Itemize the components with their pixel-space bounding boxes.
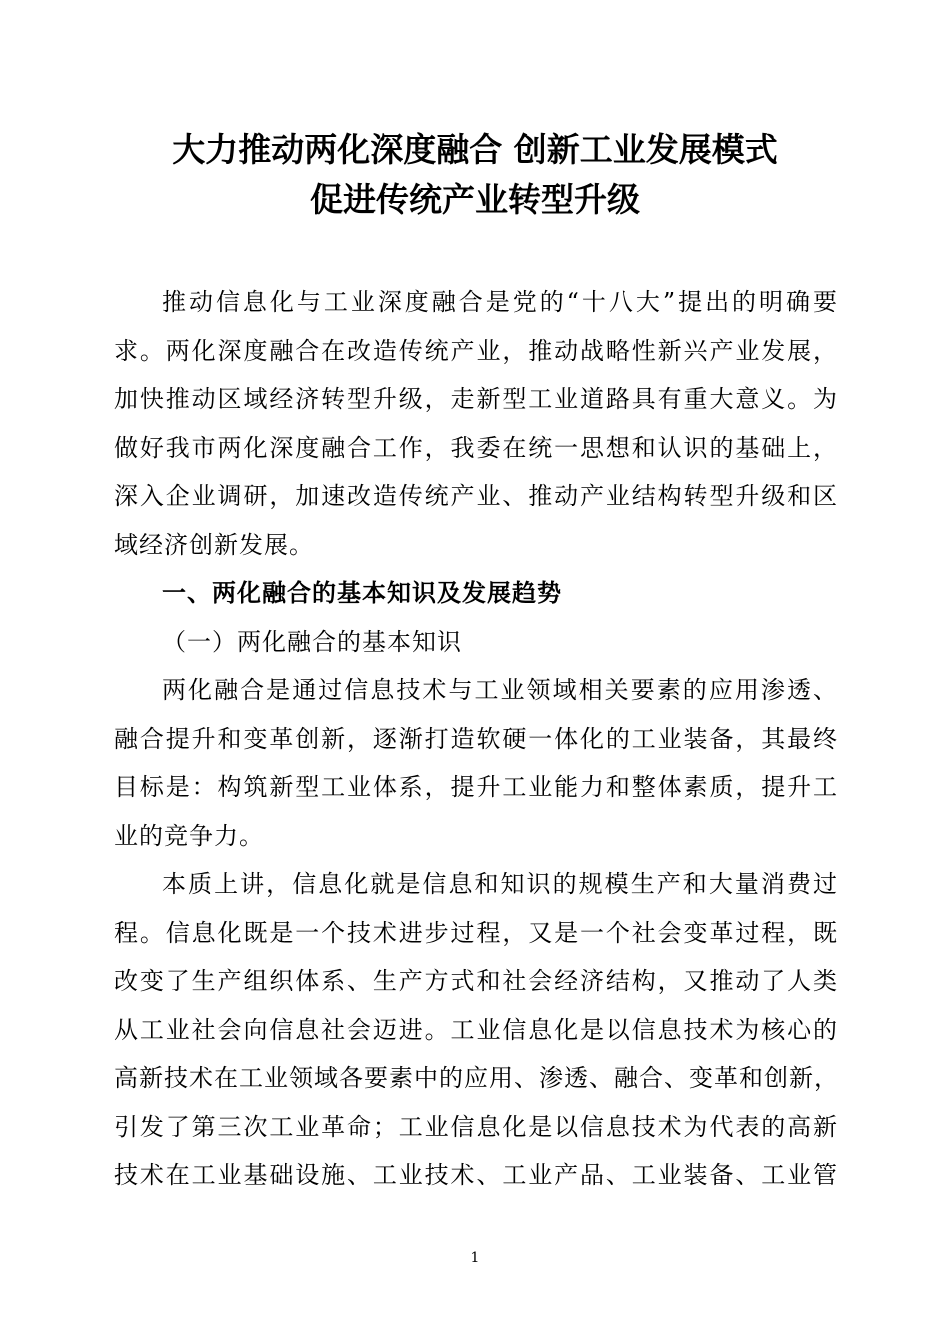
body-line: 域经济创新发展。	[114, 530, 314, 559]
body-line: 加快推动区域经济转型升级，走新型工业道路具有重大意义。为	[114, 385, 838, 413]
body-line: 融合提升和变革创新，逐渐打造软硬一体化的工业装备，其最终	[114, 724, 838, 753]
subsection-heading: （一）两化融合的基本知识	[162, 627, 462, 656]
body-line: 做好我市两化深度融合工作，我委在统一思想和认识的基础上，	[114, 433, 838, 462]
document-title-line-1: 大力推动两化深度融合 创新工业发展模式	[172, 130, 778, 169]
body-line: 推动信息化与工业深度融合是党的“十八大”提出的明确要	[162, 288, 838, 316]
body-line: 高新技术在工业领域各要素中的应用、渗透、融合、变革和创新，	[114, 1064, 839, 1092]
page-number: 1	[470, 1250, 480, 1266]
section-heading: 一、两化融合的基本知识及发展趋势	[162, 579, 562, 607]
body-line: 目标是：构筑新型工业体系，提升工业能力和整体素质，提升工	[114, 773, 838, 801]
body-line: 改变了生产组织体系、生产方式和社会经济结构，又推动了人类	[114, 967, 838, 995]
document-body	[114, 278, 838, 1200]
body-line: 深入企业调研，加速改造传统产业、推动产业结构转型升级和区	[114, 482, 838, 510]
body-line: 引发了第三次工业革命；工业信息化是以信息技术为代表的高新	[114, 1112, 838, 1141]
body-line: 从工业社会向信息社会迈进。工业信息化是以信息技术为核心的	[114, 1015, 838, 1044]
document-title-line-2: 促进传统产业转型升级	[310, 180, 640, 219]
body-line: 两化融合是通过信息技术与工业领域相关要素的应用渗透、	[162, 676, 838, 704]
body-line: 程。信息化既是一个技术进步过程，又是一个社会变革过程，既	[114, 918, 838, 947]
body-line: 本质上讲，信息化就是信息和知识的规模生产和大量消费过	[162, 870, 838, 898]
body-line: 求。两化深度融合在改造传统产业，推动战略性新兴产业发展，	[114, 336, 838, 365]
body-line: 技术在工业基础设施、工业技术、工业产品、工业装备、工业管	[114, 1161, 838, 1189]
body-line: 业的竞争力。	[114, 821, 264, 850]
